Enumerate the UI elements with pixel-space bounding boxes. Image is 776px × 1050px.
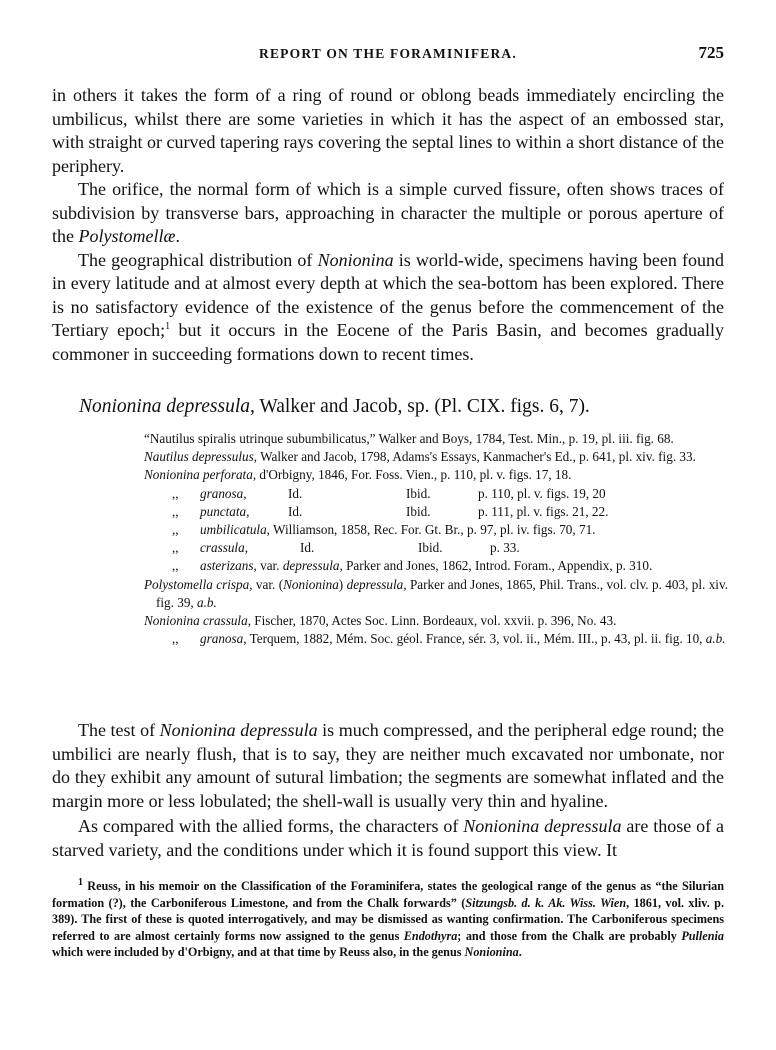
footnote: $^1$ Reuss, in his memoir on the Classification of the Foraminifera, states the geological range of the genus as “the Silurian formation (?), the Carboniferous Limestone, and from the Chalk forwards” (Sitzungsb. d. k. Ak. Wiss. Wien, 1861, vol. xliv. p. 389). The first of these is quoted interrogatively, and may be dismissed as wanting confirmation. The Carboniferous specimens referred to are almost certainly forms now assigned to the genus Endothyra; and those from the Chalk are probably Pullenia which were included by d'Orbigny, and at that time by Reuss also, in the genus Nonionina. xyxy=(52,876,724,960)
synonymy-entry: ,, umbilicatula, Williamson, 1858, Rec. For. Gt. Br., p. 97, pl. iv. figs. 70, 71. xyxy=(172,522,596,538)
paragraph-distribution: The geographical distribution of Nonionina is world-wide, specimens having been found in every latitude and at almost every depth at which the sea-bottom has been explored. There is no satisfactory evidence of the existence of the genus before the commencement of the Tertiary epoch;$^1$ but it occurs in the Eocene of the Paris Basin, and becomes gradually commoner in succeeding formations down to recent times. xyxy=(52,249,725,364)
footnote-marker: 1 xyxy=(78,876,83,888)
intro-text xyxy=(52,84,724,366)
synonymy-entry: ,, punctata, Id. Ibid. p. 111, pl. v. figs. 21, 22. xyxy=(172,503,609,519)
running-head xyxy=(52,43,724,66)
synonymy-entry: Nonionina perforata, d'Orbigny, 1846, For. Foss. Vien., p. 110, pl. v. figs. 17, 18. xyxy=(144,467,572,483)
description-text xyxy=(52,719,724,862)
paragraph-ring-beads: in others it takes the form of a ring of round or oblong beads immediately encircling the umbilicus, whilst there are some varieties in which it has the aspect of an embossed star, with straight or curved tapering rays covering the septal lines to within a short distance of the periphery. xyxy=(52,85,724,176)
synonymy-entry: “Nautilus spiralis utrinque subumbilicatus,” Walker and Boys, 1784, Test. Min., p. 19, pl. iii. fig. 68. xyxy=(144,431,674,446)
synonymy-entry: Nonionina crassula, Fischer, 1870, Actes Soc. Linn. Bordeaux, vol. xxvii. p. 396, No. 43. xyxy=(144,613,617,629)
synonymy-entry: ,, granosa, Id. Ibid. p. 110, pl. v. figs. 19, 20 xyxy=(172,485,606,501)
synonymy-entry: ,, granosa, Terquem, 1882, Mém. Soc. géol. France, sér. 3, vol. ii., Mém. III., p. 43, pl. ii. fig. 10, a.b. xyxy=(172,631,726,647)
footnote-ref: 1 xyxy=(165,321,171,332)
paragraph-test-description: The test of Nonionina depressula is much compressed, and the peripheral edge round; the umbilici are nearly flush, that is to say, they are neither much excavated nor umbonate, nor do they exhibit any amount of sutural limbation; the segments are somewhat inflated and the margin more or less lobulated; the shell-wall is usually very thin and hyaline. xyxy=(52,720,724,811)
paragraph-comparison: As compared with the allied forms, the characters of Nonionina depressula are those of a starved variety, and the conditions under which it is found support this view. It xyxy=(52,816,724,860)
page-number: 725 xyxy=(698,43,724,62)
synonymy-entry: Polystomella crispa, var. (Nonionina) depressula, Parker and Jones, 1865, Phil. Trans., vol. clv. p. 403, pl. xiv. fig. 39, a.b. xyxy=(144,576,728,610)
synonymy-entry: ,, asterizans, var. depressula, Parker and Jones, 1862, Introd. Foram., Appendix, p. 310. xyxy=(172,558,653,574)
synonymy-entry: ,, crassula, Id. Ibid. p. 33. xyxy=(172,540,520,556)
synonymy-entry: Nautilus depressulus, Walker and Jacob, 1798, Adams's Essays, Kanmacher's Ed., p. 641, pl. xiv. fig. 33. xyxy=(144,449,696,465)
paragraph-orifice: The orifice, the normal form of which is a simple curved fissure, often shows traces of subdivision by transverse bars, approaching in character the multiple or porous aperture of the Polystomellæ. xyxy=(52,179,724,246)
synonymy-list xyxy=(144,430,728,648)
species-heading: Nonionina depressula, Walker and Jacob, sp. (Pl. CIX. figs. 6, 7). xyxy=(79,396,590,417)
running-title: REPORT ON THE FORAMINIFERA. xyxy=(259,46,517,61)
